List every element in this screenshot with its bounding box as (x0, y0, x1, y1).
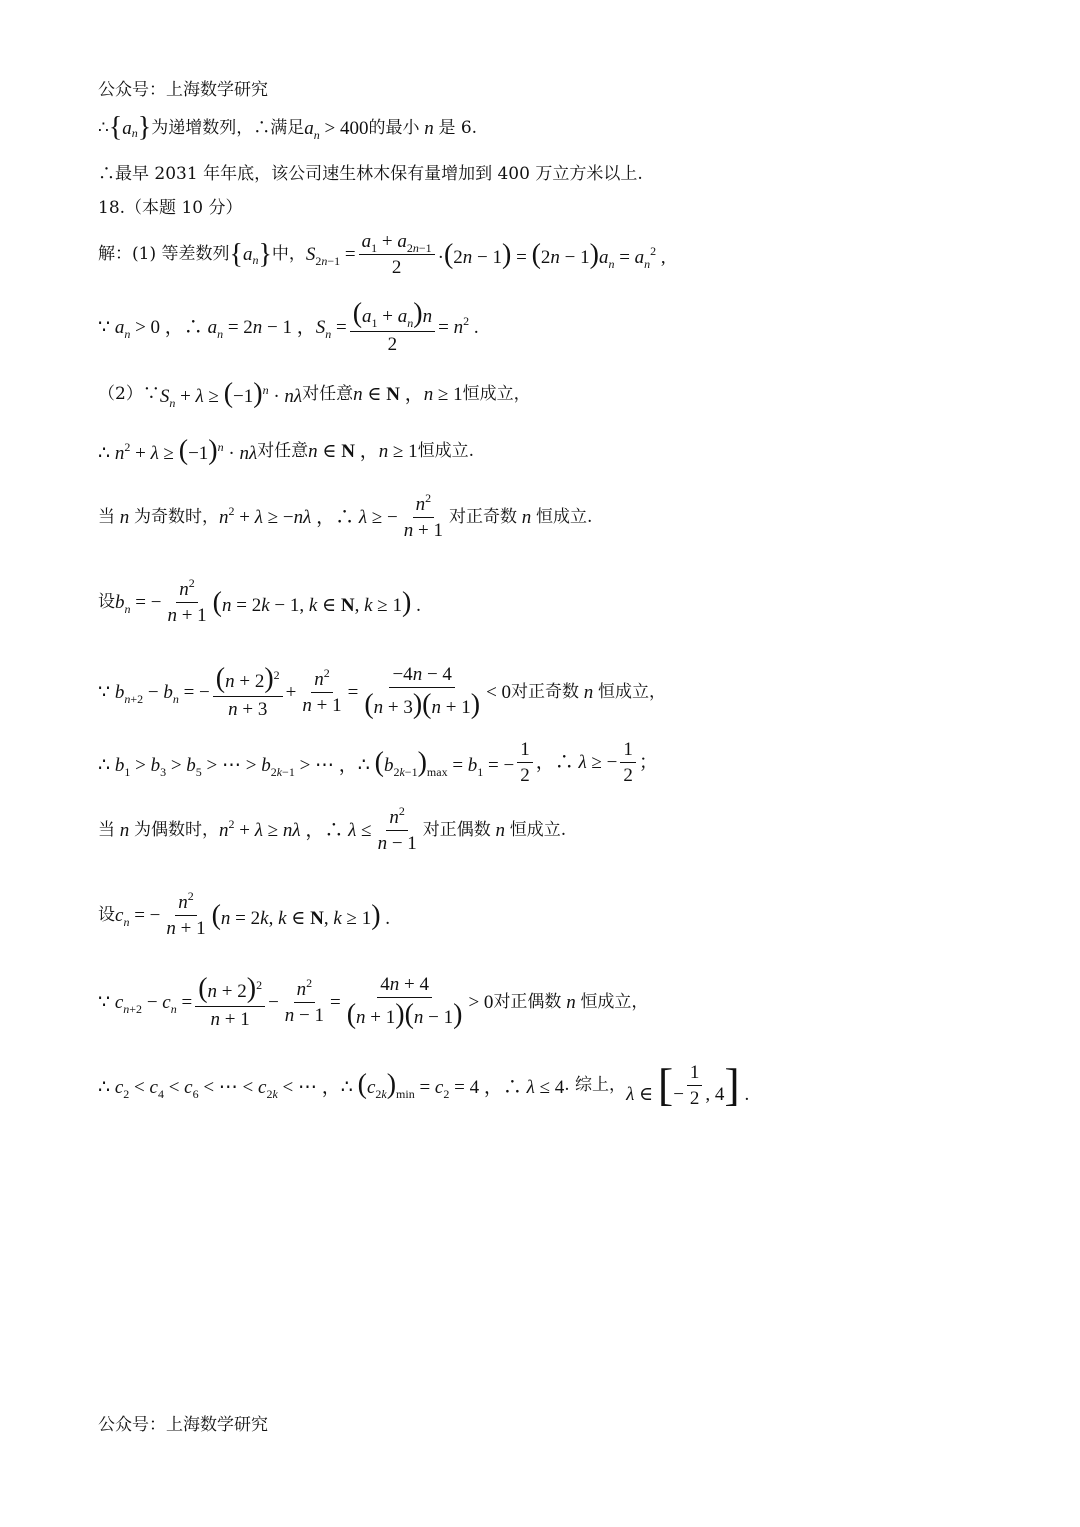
formula-an-sn-line: ∵ $a_n > 0$ ，∴ $a_n = 2n - 1$ ，$S_n$ = $\frac{(a_1 + a_n)n}{2}$ = $n^2$ . (98, 298, 479, 355)
conclusion-2031-line: ∴最早 2031 年年底，该公司速生林木保有量增加到 400 万立方米以上. (98, 164, 643, 184)
define-cn-line: 设 $c_n$ = − $\frac{n^2}{n + 1}$ (n = 2k, k ∈ N, k ≥ 1) . (98, 889, 391, 939)
cn-difference-line: ∵ $c_{n+2} - c_n$ = $\frac{(n + 2)^2}{n + 1}$ − $\frac{n^2}{n - 1}$ = $\frac{4n + 4}{(n + 1)(n - 1)}$ > 0 对正偶数 n 恒成立， (98, 973, 649, 1030)
solution-part1-line: 解：(1) 等差数列 { a $_n$ } 中， $S_{2n-1}$ = $\frac{a_1 + a_{2n-1}}{2}$ $\cdot(2n - 1) = (2n - 1)a_n = a_n^2$ , (98, 231, 666, 278)
inequality-restated-line: ∴ $n^2 + \lambda \ge (-1)^n \cdot n\lambda$ 对任意 n ∈ N ，n ≥ 1 恒成立. (98, 435, 475, 466)
even-case-line: 当 n 为偶数时， $n^2 + \lambda \ge n\lambda$ ，∴ λ ≤ $\frac{n^2}{n - 1}$ 对正偶数 n 恒成立. (98, 804, 567, 854)
footer-watermark: 公众号：上海数学研究 (98, 1415, 268, 1435)
header-watermark: 公众号：上海数学研究 (98, 80, 268, 100)
solution-part2-line: （2）∵ $S_n + \lambda \ge (-1)^n \cdot n\lambda$ 对任意 n ∈ N ，n ≥ 1 恒成立， (98, 378, 531, 410)
conclusion-increasing-line: ∴ { a $_n$ } 为递增数列，∴满足 $a_n > 400$ 的最小 n 是 6. (98, 112, 478, 143)
final-answer-line: ∴ $c_2 < c_4 < c_6$ < ⋯ < $c_{2k}$ < ⋯ ，∴ $(c_{2k})_{min} = c_2 = 4$ ，∴ λ ≤ 4 . 综上， λ ∈ [− $\frac{1}{2}$ , 4] . (98, 1059, 750, 1110)
bn-difference-line: ∵ $b_{n+2} - b_n$ = − $\frac{(n + 2)^2}{n + 3}$ + $\frac{n^2}{n + 1}$ = $\frac{-4n - 4}{(n + 3)(n + 1)}$ < 0 对正奇数 n 恒成立， (98, 663, 667, 720)
problem-18-heading: 18.（本题 10 分） (98, 198, 243, 218)
odd-case-line: 当 n 为奇数时， $n^2 + \lambda \ge -n\lambda$ ，∴ λ ≥ − $\frac{n^2}{n + 1}$ 对正奇数 n 恒成立. (98, 491, 593, 541)
define-bn-line: 设 $b_n$ = − $\frac{n^2}{n + 1}$ (n = 2k − 1, k ∈ N, k ≥ 1) . (98, 576, 421, 626)
bn-max-line: ∴ $b_1 > b_3 > b_5$ > ⋯ > $b_{2k-1}$ > ⋯ ，∴ $(b_{2k-1})_{max} = b_1$ = − $\frac{1}{2}$ ，∴ λ ≥ − $\frac{1}{2}$ ； (98, 739, 658, 786)
